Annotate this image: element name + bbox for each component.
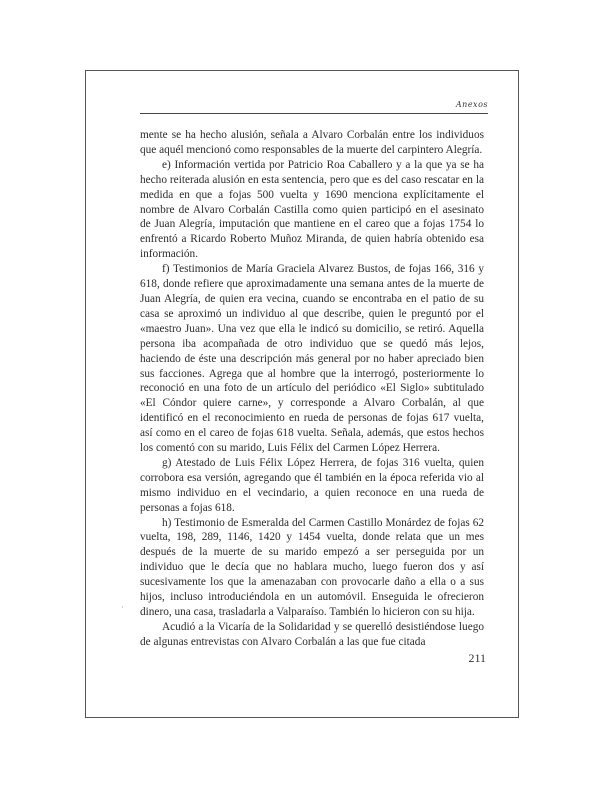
margin-mark: · xyxy=(121,603,124,613)
page-number: 211 xyxy=(468,651,486,665)
header-rule xyxy=(140,113,488,114)
paragraph-closing: Acudió a la Vicaría de la Solidaridad y se querelló desistiéndose luego de algunas entrevistas con Alvaro Corbalán a las que fue citada xyxy=(140,620,484,648)
paragraph-item-f: f) Testimonios de María Graciela Alvarez Bustos, de fojas 166, 316 y 618, donde refiere que aproximadamente una semana antes de la muerte de Juan Alegría, de quien era vecina, cuando se encontraba en el patio de su casa se aproximó un individuo al que describe, quien le preguntó por el «maestro Juan». Una vez que ella le indicó su domicilio, se retiró. Aquella persona iba acompañada de otro individuo que se quedó más lejos, haciendo de éste una descripción más general por no haber apreciado bien sus facciones. Agrega que al hombre que la interrogó, posteriormente lo reconoció en una foto de un artículo del periódico «El Siglo» subtitulado «El Cóndor quiere carne», y corresponde a Alvaro Corbalán, al que identificó en el reconocimiento en rueda de personas de fojas 617 vuelta, así como en el careo de fojas 618 vuelta. Señala, además, que estos hechos los comentó con su marido, Luis Félix del Carmen López Herrera. xyxy=(140,263,484,455)
paragraph-item-h: h) Testimonio de Esmeralda del Carmen Castillo Monárdez de fojas 62 vuelta, 198, 289, 1146, 1420 y 1454 vuelta, donde relata que un mes después de la muerte de su marido empezó a ser perseguida por un individuo que le decía que no hablara mucho, luego fueron dos y así sucesivamente los que la amenazaban con provocarle daño a ella o a sus hijos, incluso introduciéndola en un automóvil. Enseguida le ofrecieron dinero, una casa, trasladarla a Valparaíso. También lo hicieron con su hija. xyxy=(140,516,484,618)
paragraph-item-g: g) Atestado de Luis Félix López Herrera, de fojas 316 vuelta, quien corrobora esa versión, agregando que él también en la época referida vio al mismo individuo en el vecindario, a quien reconoce en una rueda de personas a fojas 618. xyxy=(140,456,484,514)
running-head: Anexos xyxy=(455,100,488,109)
paragraph-item-e: e) Información vertida por Patricio Roa Caballero y a la que ya se ha hecho reiterada alusión en esta sentencia, pero que es del caso rescatar en la medida en que a fojas 500 vuelta y 1690 menciona explícitamente el nombre de Alvaro Corbalán Castilla como quien participó en el asesinato de Juan Alegría, imputación que mantiene en el careo que a fojas 1754 lo enfrentó a Ricardo Roberto Muñoz Miranda, de quien habría obtenido esa información. xyxy=(140,158,484,261)
body-text xyxy=(140,128,484,650)
paragraph-continuation: mente se ha hecho alusión, señala a Alvaro Corbalán entre los individuos que aquél mencionó como responsables de la muerte del carpintero Alegría. xyxy=(140,129,484,156)
